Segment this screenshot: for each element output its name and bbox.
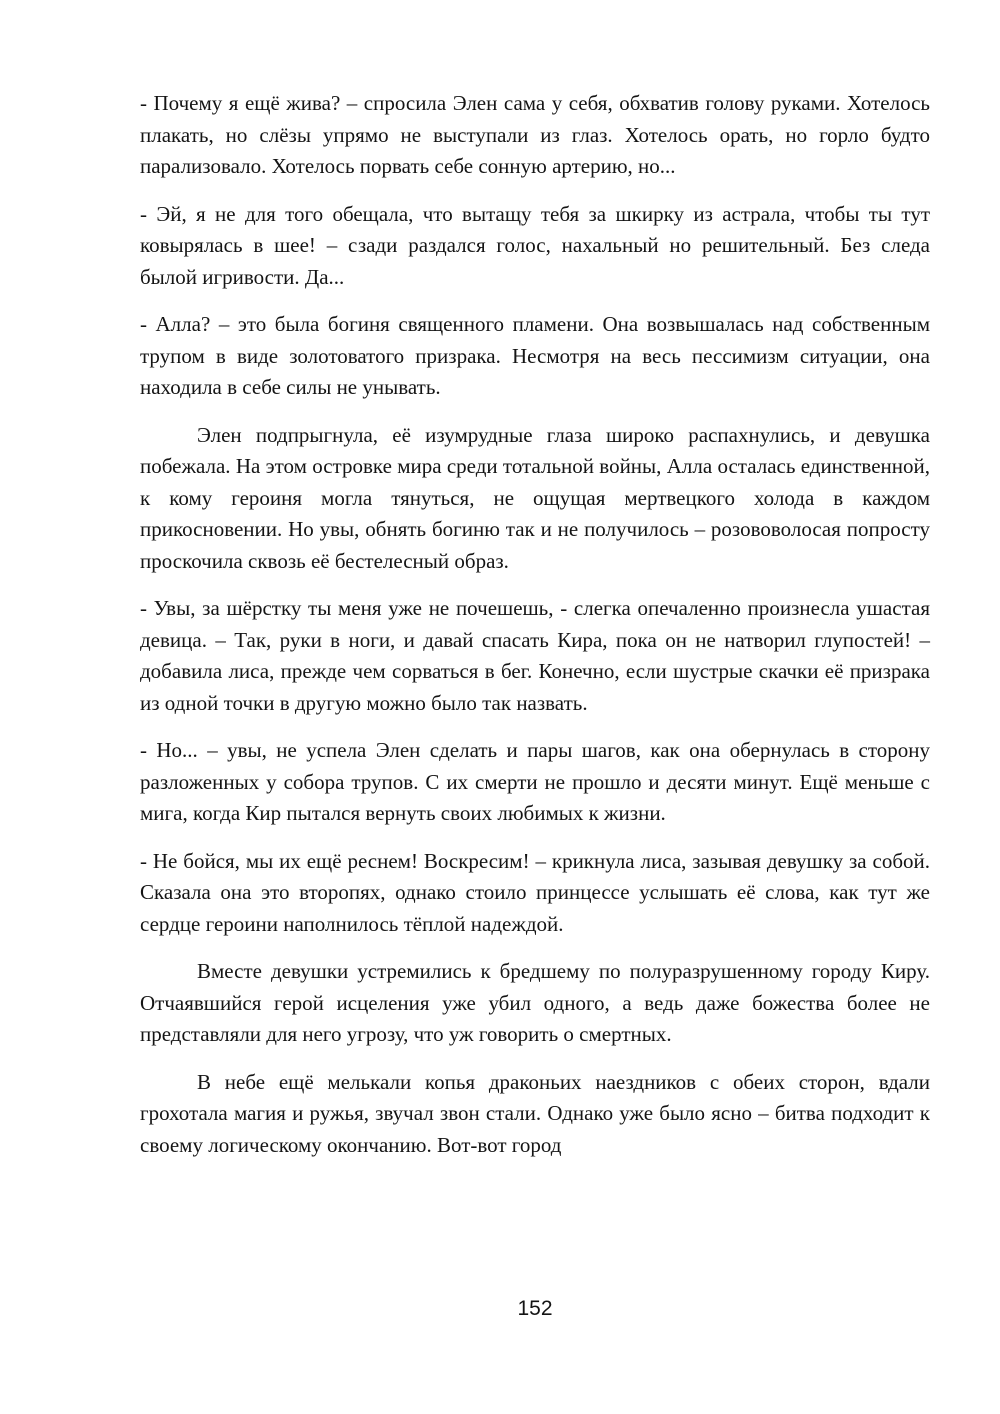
paragraph-dialogue-2: - Эй, я не для того обещала, что вытащу тебя за шкирку из астрала, чтобы ты тут ковырялась в шее! – сзади раздался голос, нахальный но решительный. Без следа былой игривости. Да... xyxy=(140,201,930,289)
page-number: 152 xyxy=(517,1297,553,1320)
paragraph-dialogue-1: - Почему я ещё жива? – спросила Элен сама у себя, обхватив голову руками. Хотелось плакать, но слёзы упрямо не выступали из глаз. Хотелось орать, но горло будто парализовало. Хотелось порвать себе сонную артерию, но... xyxy=(140,91,930,178)
paragraph-narrative-3: В небе ещё мелькали копья драконьих наездников с обеих сторон, вдали грохотала магия и ружья, звучал звон стали. Однако уже было ясно – битва подходит к своему логическому окончанию. Вот-вот город xyxy=(140,1069,930,1157)
paragraph-dialogue-4: - Увы, за шёрстку ты меня уже не почешешь, - слегка опечаленно произнесла ушастая девица. – Так, руки в ноги, и давай спасать Кира, пока он не натворил глупостей! – добавила лиса, прежде чем сорваться в бег. Конечно, если шустрые скачки её призрака из одной точки в другую можно было так назвать. xyxy=(140,596,930,715)
paragraph-narrative-1: Элен подпрыгнула, её изумрудные глаза широко распахнулись, и девушка побежала. На этом островке мира среди тотальной войны, Алла осталась единственной, к кому героиня могла тянуться, не ощущая мертвецкого холода в каждом прикосновении. Но увы, обнять богиню так и не получилось – розововолосая попросту проскочила сквозь её бестелесный образ. xyxy=(140,422,930,573)
paragraph-narrative-2: Вместе девушки устремились к бредшему по полуразрушенному городу Киру. Отчаявшийся герой исцеления уже убил одного, а ведь даже божества более не представляли для него угрозу, что уж говорить о смертных. xyxy=(140,959,930,1046)
paragraph-dialogue-6: - Не бойся, мы их ещё реснем! Воскресим! – крикнула лиса, зазывая девушку за собой. Сказала она это второпях, однако стоило принцессе услышать её слова, как тут же сердце героини наполнилось тёплой надеждой. xyxy=(140,848,930,936)
paragraph-dialogue-3: - Алла? – это была богиня священного пламени. Она возвышалась над собственным трупом в виде золотоватого призрака. Несмотря на весь пессимизм ситуации, она находила в себе силы не унывать. xyxy=(140,312,930,399)
paragraph-dialogue-5: - Но... – увы, не успела Элен сделать и пары шагов, как она обернулась в сторону разложенных у собора трупов. С их смерти не прошло и десяти минут. Ещё меньше с мига, когда Кир пытался вернуть своих любимых к жизни. xyxy=(140,738,930,825)
text-block xyxy=(140,88,930,1161)
